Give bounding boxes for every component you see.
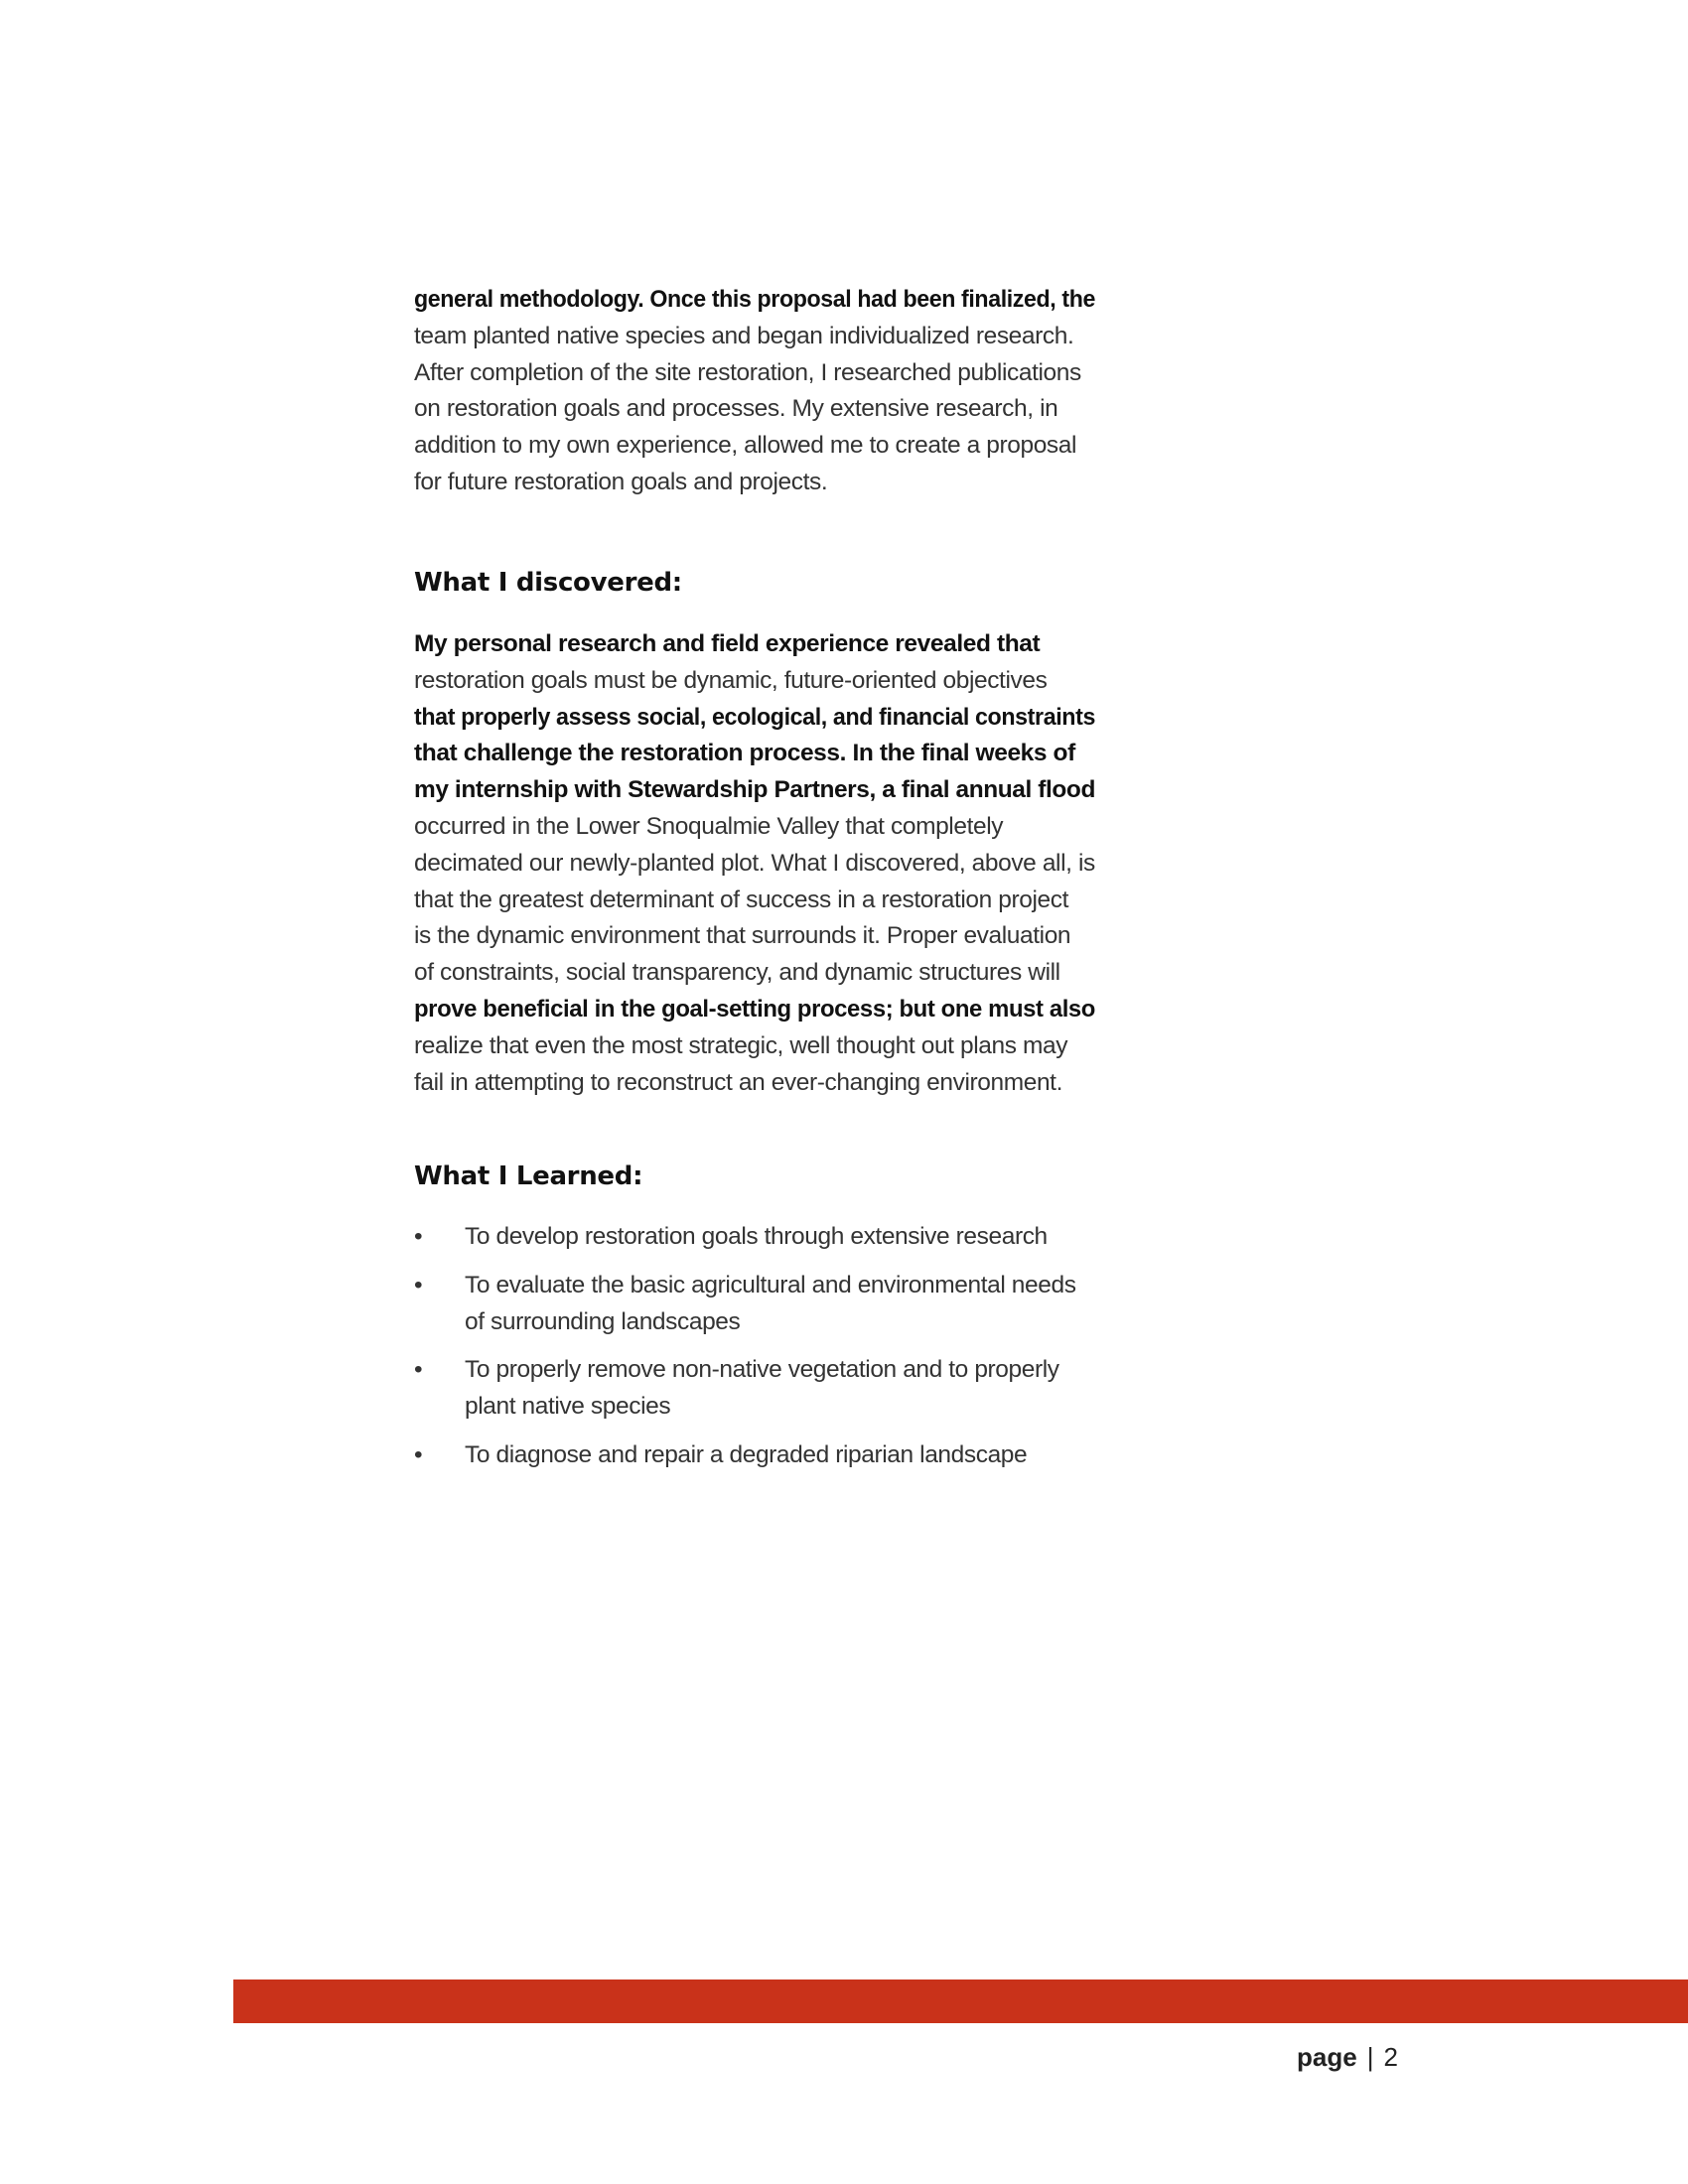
paragraph-line: that challenge the restoration process. In the final weeks of — [414, 740, 1075, 767]
paragraph-line: team planted native species and began individualized research. — [414, 322, 1074, 349]
paragraph-line: general methodology. Once this proposal had been finalized, the — [414, 286, 1095, 313]
paragraph-line: for future restoration goals and projects. — [414, 468, 828, 495]
bullet-icon: • — [414, 1271, 423, 1298]
paragraph-line: my internship with Stewardship Partners, a final annual flood — [414, 776, 1095, 804]
learned-heading: What I Learned: — [414, 1161, 643, 1191]
paragraph-line: that the greatest determinant of success in a restoration project — [414, 886, 1069, 913]
paragraph-line: on restoration goals and processes. My extensive research, in — [414, 395, 1058, 423]
discovered-paragraph — [414, 626, 1133, 1101]
list-item — [414, 1437, 1129, 1474]
list-item — [414, 1268, 1129, 1341]
paragraph-line: is the dynamic environment that surrounds it. Proper evaluation — [414, 922, 1071, 950]
learned-list — [414, 1219, 1129, 1486]
list-item-text: To properly remove non-native vegetation and to properly plant native species — [465, 1356, 1059, 1421]
list-item-text: To diagnose and repair a degraded riparian landscape — [465, 1440, 1028, 1468]
paragraph-line: prove beneficial in the goal-setting process; but one must also — [414, 995, 1095, 1023]
list-item-text: To develop restoration goals through extensive research — [465, 1223, 1048, 1250]
methodology-paragraph — [414, 282, 1135, 501]
paragraph-line: realize that even the most strategic, well thought out plans may — [414, 1031, 1068, 1059]
paragraph-line: After completion of the site restoration, I researched publications — [414, 358, 1081, 386]
bullet-icon: • — [414, 1223, 423, 1250]
paragraph-line: My personal research and field experience revealed that — [414, 630, 1041, 657]
discovered-heading: What I discovered: — [414, 568, 682, 598]
list-item — [414, 1352, 1129, 1426]
page-number — [1297, 2040, 1398, 2074]
page-number-value: 2 — [1383, 2042, 1398, 2072]
list-item — [414, 1219, 1129, 1256]
paragraph-line: that properly assess social, ecological, and financial constraints — [414, 703, 1095, 731]
bullet-icon: • — [414, 1356, 423, 1384]
paragraph-line: restoration goals must be dynamic, future-oriented objectives — [414, 666, 1048, 694]
paragraph-line: of constraints, social transparency, and dynamic structures will — [414, 959, 1060, 987]
paragraph-line: fail in attempting to reconstruct an ever-changing environment. — [414, 1068, 1063, 1096]
paragraph-line: addition to my own experience, allowed me to create a proposal — [414, 432, 1077, 460]
paragraph-line: decimated our newly-planted plot. What I discovered, above all, is — [414, 849, 1095, 877]
page-label: page — [1297, 2042, 1357, 2072]
paragraph-line: occurred in the Lower Snoqualmie Valley that completely — [414, 812, 1004, 840]
list-item-text: To evaluate the basic agricultural and environmental needs of surrounding landscapes — [465, 1271, 1076, 1335]
page-separator: | — [1366, 2042, 1374, 2072]
footer-bar — [233, 1979, 1688, 2023]
bullet-icon: • — [414, 1440, 423, 1468]
